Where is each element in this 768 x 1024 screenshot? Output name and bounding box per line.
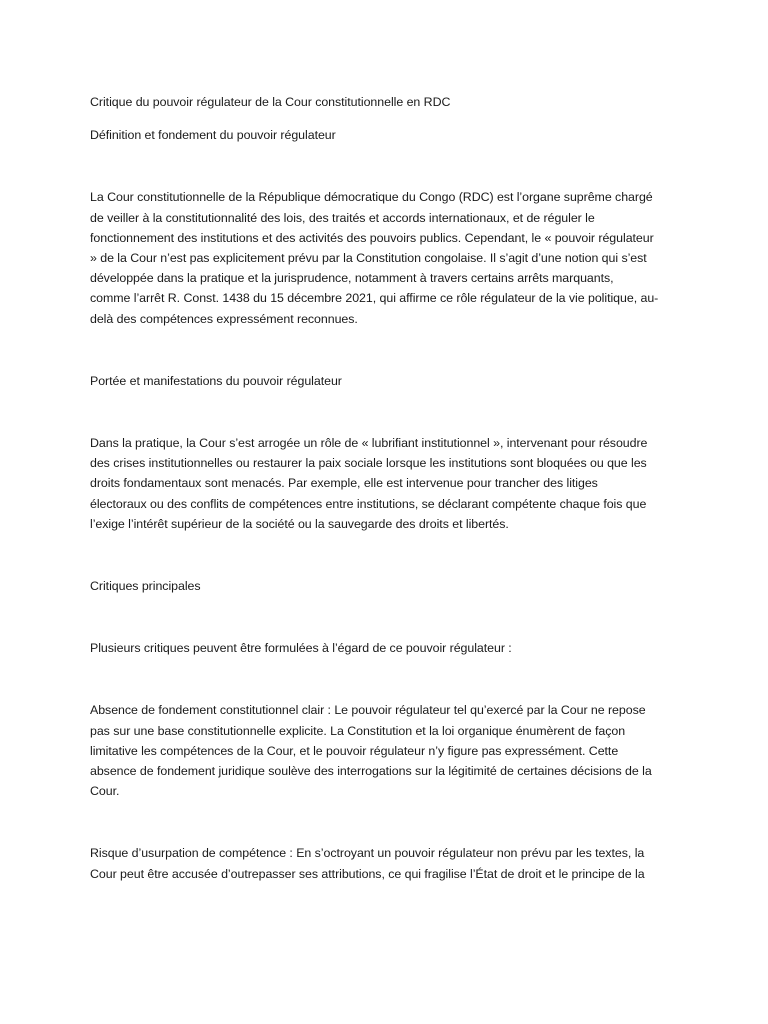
paragraph-critique-usurpation [90,843,682,883]
section-heading-portee: Portée et manifestations du pouvoir régulateur [90,373,342,388]
paragraph-critiques-intro: Plusieurs critiques peuvent être formulées à l’égard de ce pouvoir régulateur : [90,641,512,656]
section-heading-definition: Définition et fondement du pouvoir régulateur [90,128,336,143]
paragraph-line: droits fondamentaux sont menacés. Par exemple, elle est intervenue pour trancher des litiges [90,476,598,491]
paragraph-line: l’exige l’intérêt supérieur de la société ou la sauvegarde des droits et libertés. [90,516,509,531]
paragraph-line: pas sur une base constitutionnelle explicite. La Constitution et la loi organique énumèrent de façon [90,723,626,738]
document-title: Critique du pouvoir régulateur de la Cour constitutionnelle en RDC [90,95,451,109]
paragraph-line: Cour peut être accusée d’outrepasser ses attributions, ce qui fragilise l’État de droit et le principe de la [90,866,645,881]
paragraph-line: développée dans la pratique et la jurisprudence, notamment à travers certains arrêts marquants, [90,271,614,286]
paragraph-portee [90,433,682,534]
paragraph-definition [90,187,682,328]
paragraph-line: limitative les compétences de la Cour, et le pouvoir régulateur n’y figure pas expressément. Cette [90,743,619,758]
paragraph-line: Dans la pratique, la Cour s’est arrogée un rôle de « lubrifiant institutionnel », intervenant pour résoudre [90,436,648,451]
paragraph-line: Cour. [90,784,120,799]
paragraph-line: fonctionnement des institutions et des activités des pouvoirs publics. Cependant, le « pouvoir régulateur [90,230,654,245]
paragraph-line: La Cour constitutionnelle de la République démocratique du Congo (RDC) est l’organe suprême chargé [90,190,653,205]
paragraph-line: absence de fondement juridique soulève des interrogations sur la légitimité de certaines décisions de la [90,764,652,779]
paragraph-line: comme l’arrêt R. Const. 1438 du 15 décembre 2021, qui affirme ce rôle régulateur de la vie politique, au- [90,291,659,306]
section-heading-critiques: Critiques principales [90,579,201,594]
paragraph-line: des crises institutionnelles ou restaurer la paix sociale lorsque les institutions sont bloquées ou que les [90,456,647,471]
paragraph-line: de veiller à la constitutionnalité des lois, des traités et accords internationaux, et de réguler le [90,210,595,225]
paragraph-line: » de la Cour n’est pas explicitement prévu par la Constitution congolaise. Il s’agit d’une notion qui s’est [90,251,647,266]
document-body [90,92,682,884]
paragraph-line: Risque d’usurpation de compétence : En s’octroyant un pouvoir régulateur non prévu par les textes, la [90,846,645,861]
paragraph-line: électoraux ou des conflits de compétences entre institutions, se déclarant compétente chaque fois que [90,496,647,511]
paragraph-line: Absence de fondement constitutionnel clair : Le pouvoir régulateur tel qu’exercé par la Cour ne repose [90,703,646,718]
paragraph-line: delà des compétences expressément reconnues. [90,311,358,326]
paragraph-critique-fondement [90,700,682,801]
